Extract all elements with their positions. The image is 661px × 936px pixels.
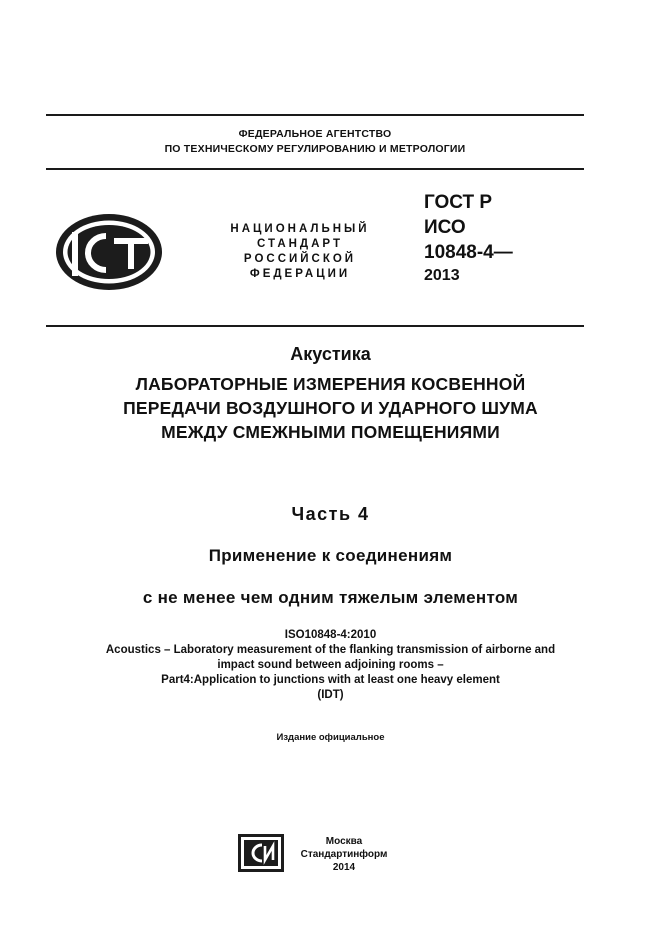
- main-title-line-1: ЛАБОРАТОРНЫЕ ИЗМЕРЕНИЯ КОСВЕННОЙ: [135, 374, 526, 394]
- publisher-info: [296, 835, 392, 874]
- iso-designation: ISO10848-4:2010: [284, 629, 377, 641]
- standard-designation: [424, 190, 584, 287]
- general-title: Акустика: [290, 344, 371, 364]
- identity-marker: (IDT): [317, 689, 344, 701]
- middle-rule: [46, 325, 584, 327]
- national-line-1: НАЦИОНАЛЬНЫЙ: [230, 223, 370, 235]
- national-line-3: РОССИЙСКОЙ: [243, 253, 357, 265]
- publisher-name: Стандартинформ: [300, 849, 388, 860]
- designation-line-1: ГОСТ Р: [424, 192, 493, 213]
- agency-line-1: ФЕДЕРАЛЬНОЕ АГЕНТСТВО: [238, 128, 392, 140]
- publisher-year: 2014: [332, 862, 356, 873]
- designation-year: 2013: [424, 267, 460, 284]
- english-title-line-2: impact sound between adjoining rooms –: [217, 659, 444, 671]
- top-rule: [46, 114, 584, 116]
- agency-rule: [46, 168, 584, 170]
- designation-line-3: 10848-4—: [424, 242, 513, 263]
- main-title-line-2: ПЕРЕДАЧИ ВОЗДУШНОГО И УДАРНОГО ШУМА: [123, 398, 538, 418]
- publisher-city: Москва: [325, 836, 363, 847]
- english-title-line-3: Part4:Application to junctions with at least one heavy element: [161, 674, 500, 686]
- national-line-2: СТАНДАРТ: [257, 238, 343, 250]
- gost-logo-icon: [54, 212, 164, 292]
- part-number: Часть 4: [291, 504, 370, 524]
- agency-name: [46, 127, 584, 157]
- designation-line-2: ИСО: [424, 217, 466, 238]
- part-subtitle-line-1: Применение к соединениям: [208, 546, 453, 565]
- official-edition: Издание официальное: [276, 732, 385, 743]
- agency-line-2: ПО ТЕХНИЧЕСКОМУ РЕГУЛИРОВАНИЮ И МЕТРОЛОГИИ: [164, 143, 466, 155]
- national-line-4: ФЕДЕРАЦИИ: [249, 268, 351, 280]
- main-title: [0, 372, 661, 444]
- publisher-logo-icon: [238, 834, 284, 872]
- english-title-line-1: Acoustics – Laboratory measurement of the flanking transmission of airborne and: [105, 644, 556, 656]
- national-standard-label: [200, 222, 400, 282]
- part-subtitle-line-2: с не менее чем одним тяжелым элементом: [142, 588, 519, 607]
- international-reference: [0, 628, 661, 703]
- main-title-line-3: МЕЖДУ СМЕЖНЫМИ ПОМЕЩЕНИЯМИ: [161, 422, 500, 442]
